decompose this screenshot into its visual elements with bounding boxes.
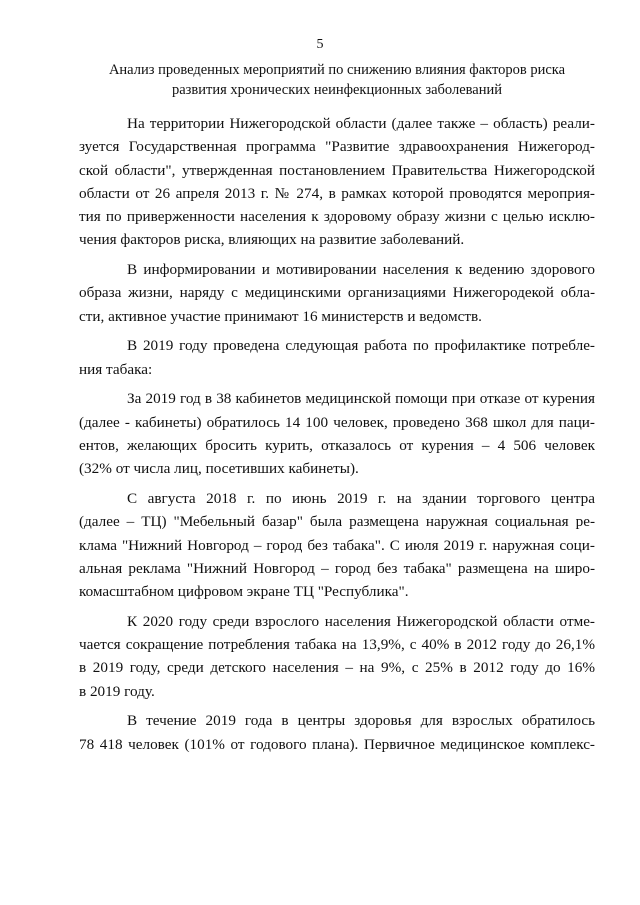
paragraph-line: ния табака: [79, 360, 153, 378]
section-title [80, 60, 594, 100]
paragraph-line: альная реклама "Нижний Новгород – город без табака" размещена на широ- [79, 559, 595, 577]
paragraph-line: ентов, желающих бросить курить, отказалось от курения – 4 506 человек [79, 437, 595, 455]
paragraph-line: На территории Нижегородской области (далее также – область) реали- [127, 115, 595, 132]
paragraph-line: зуется Государственная программа "Развитие здравоохранения Нижегород- [79, 138, 595, 156]
paragraph [79, 610, 595, 703]
section-title-line: развития хронических неинфекционных заболеваний [171, 82, 503, 98]
section-title-line: Анализ проведенных мероприятий по снижению влияния факторов риска [108, 62, 566, 78]
paragraph-line: области от 26 апреля 2013 г. № 274, в рамках которой проводятся мероприя- [79, 184, 595, 202]
paragraph-line: (далее – ТЦ) "Мебельный базар" была размещена наружная социальная ре- [79, 513, 595, 531]
paragraph [79, 709, 595, 756]
paragraph-line: В течение 2019 года в центры здоровья для взрослых обратилось [127, 712, 595, 730]
paragraph-line: 78 418 человек (101% от годового плана). Первичное медицинское комплекс- [79, 735, 595, 753]
body-text [79, 112, 595, 756]
paragraph-line: В информировании и мотивировании населения к ведению здорового [127, 261, 595, 279]
paragraph-line: сти, активное участие принимают 16 министерств и ведомств. [79, 307, 482, 325]
paragraph-line: тия по приверженности населения к здоровому образу жизни с целью исклю- [79, 208, 595, 226]
paragraph [79, 112, 595, 252]
paragraph-line: клама "Нижний Новгород – город без табака". С июля 2019 г. наружная соци- [79, 536, 595, 554]
paragraph-line: (далее - кабинеты) обратилось 14 100 человек, проведено 368 школ для паци- [79, 413, 595, 431]
paragraph-line: За 2019 год в 38 кабинетов медицинской помощи при отказе от курения [127, 390, 595, 408]
paragraph-line: образа жизни, наряду с медицинскими организациями Нижегородекой обла- [79, 284, 595, 302]
paragraph-line: в 2019 году, среди детского населения – на 9%, с 25% в 2012 году до 16% [79, 659, 595, 677]
paragraph [79, 258, 595, 328]
paragraph-line: В 2019 году проведена следующая работа по профилактике потребле- [127, 337, 595, 355]
paragraph [79, 487, 595, 603]
paragraph-line: чения факторов риска, влияющих на развитие заболеваний. [79, 231, 465, 249]
paragraph-line: К 2020 году среди взрослого населения Нижегородской области отме- [127, 612, 595, 630]
paragraph-line: (32% от числа лиц, посетивших кабинеты). [79, 460, 359, 478]
paragraph-line: комасштабном цифровом экране ТЦ "Республика". [79, 583, 409, 601]
paragraph-line: чается сокращение потребления табака на 13,9%, с 40% в 2012 году до 26,1% [79, 636, 595, 654]
paragraph-line: С августа 2018 г. по июнь 2019 г. на здании торгового центра [127, 490, 595, 508]
paragraph [79, 387, 595, 480]
paragraph-line: в 2019 году. [79, 682, 155, 700]
paragraph-line: ской области", утвержденная постановлением Правительства Нижегородской [79, 161, 595, 179]
paragraph [79, 334, 595, 381]
page-number: 5 [316, 37, 324, 52]
